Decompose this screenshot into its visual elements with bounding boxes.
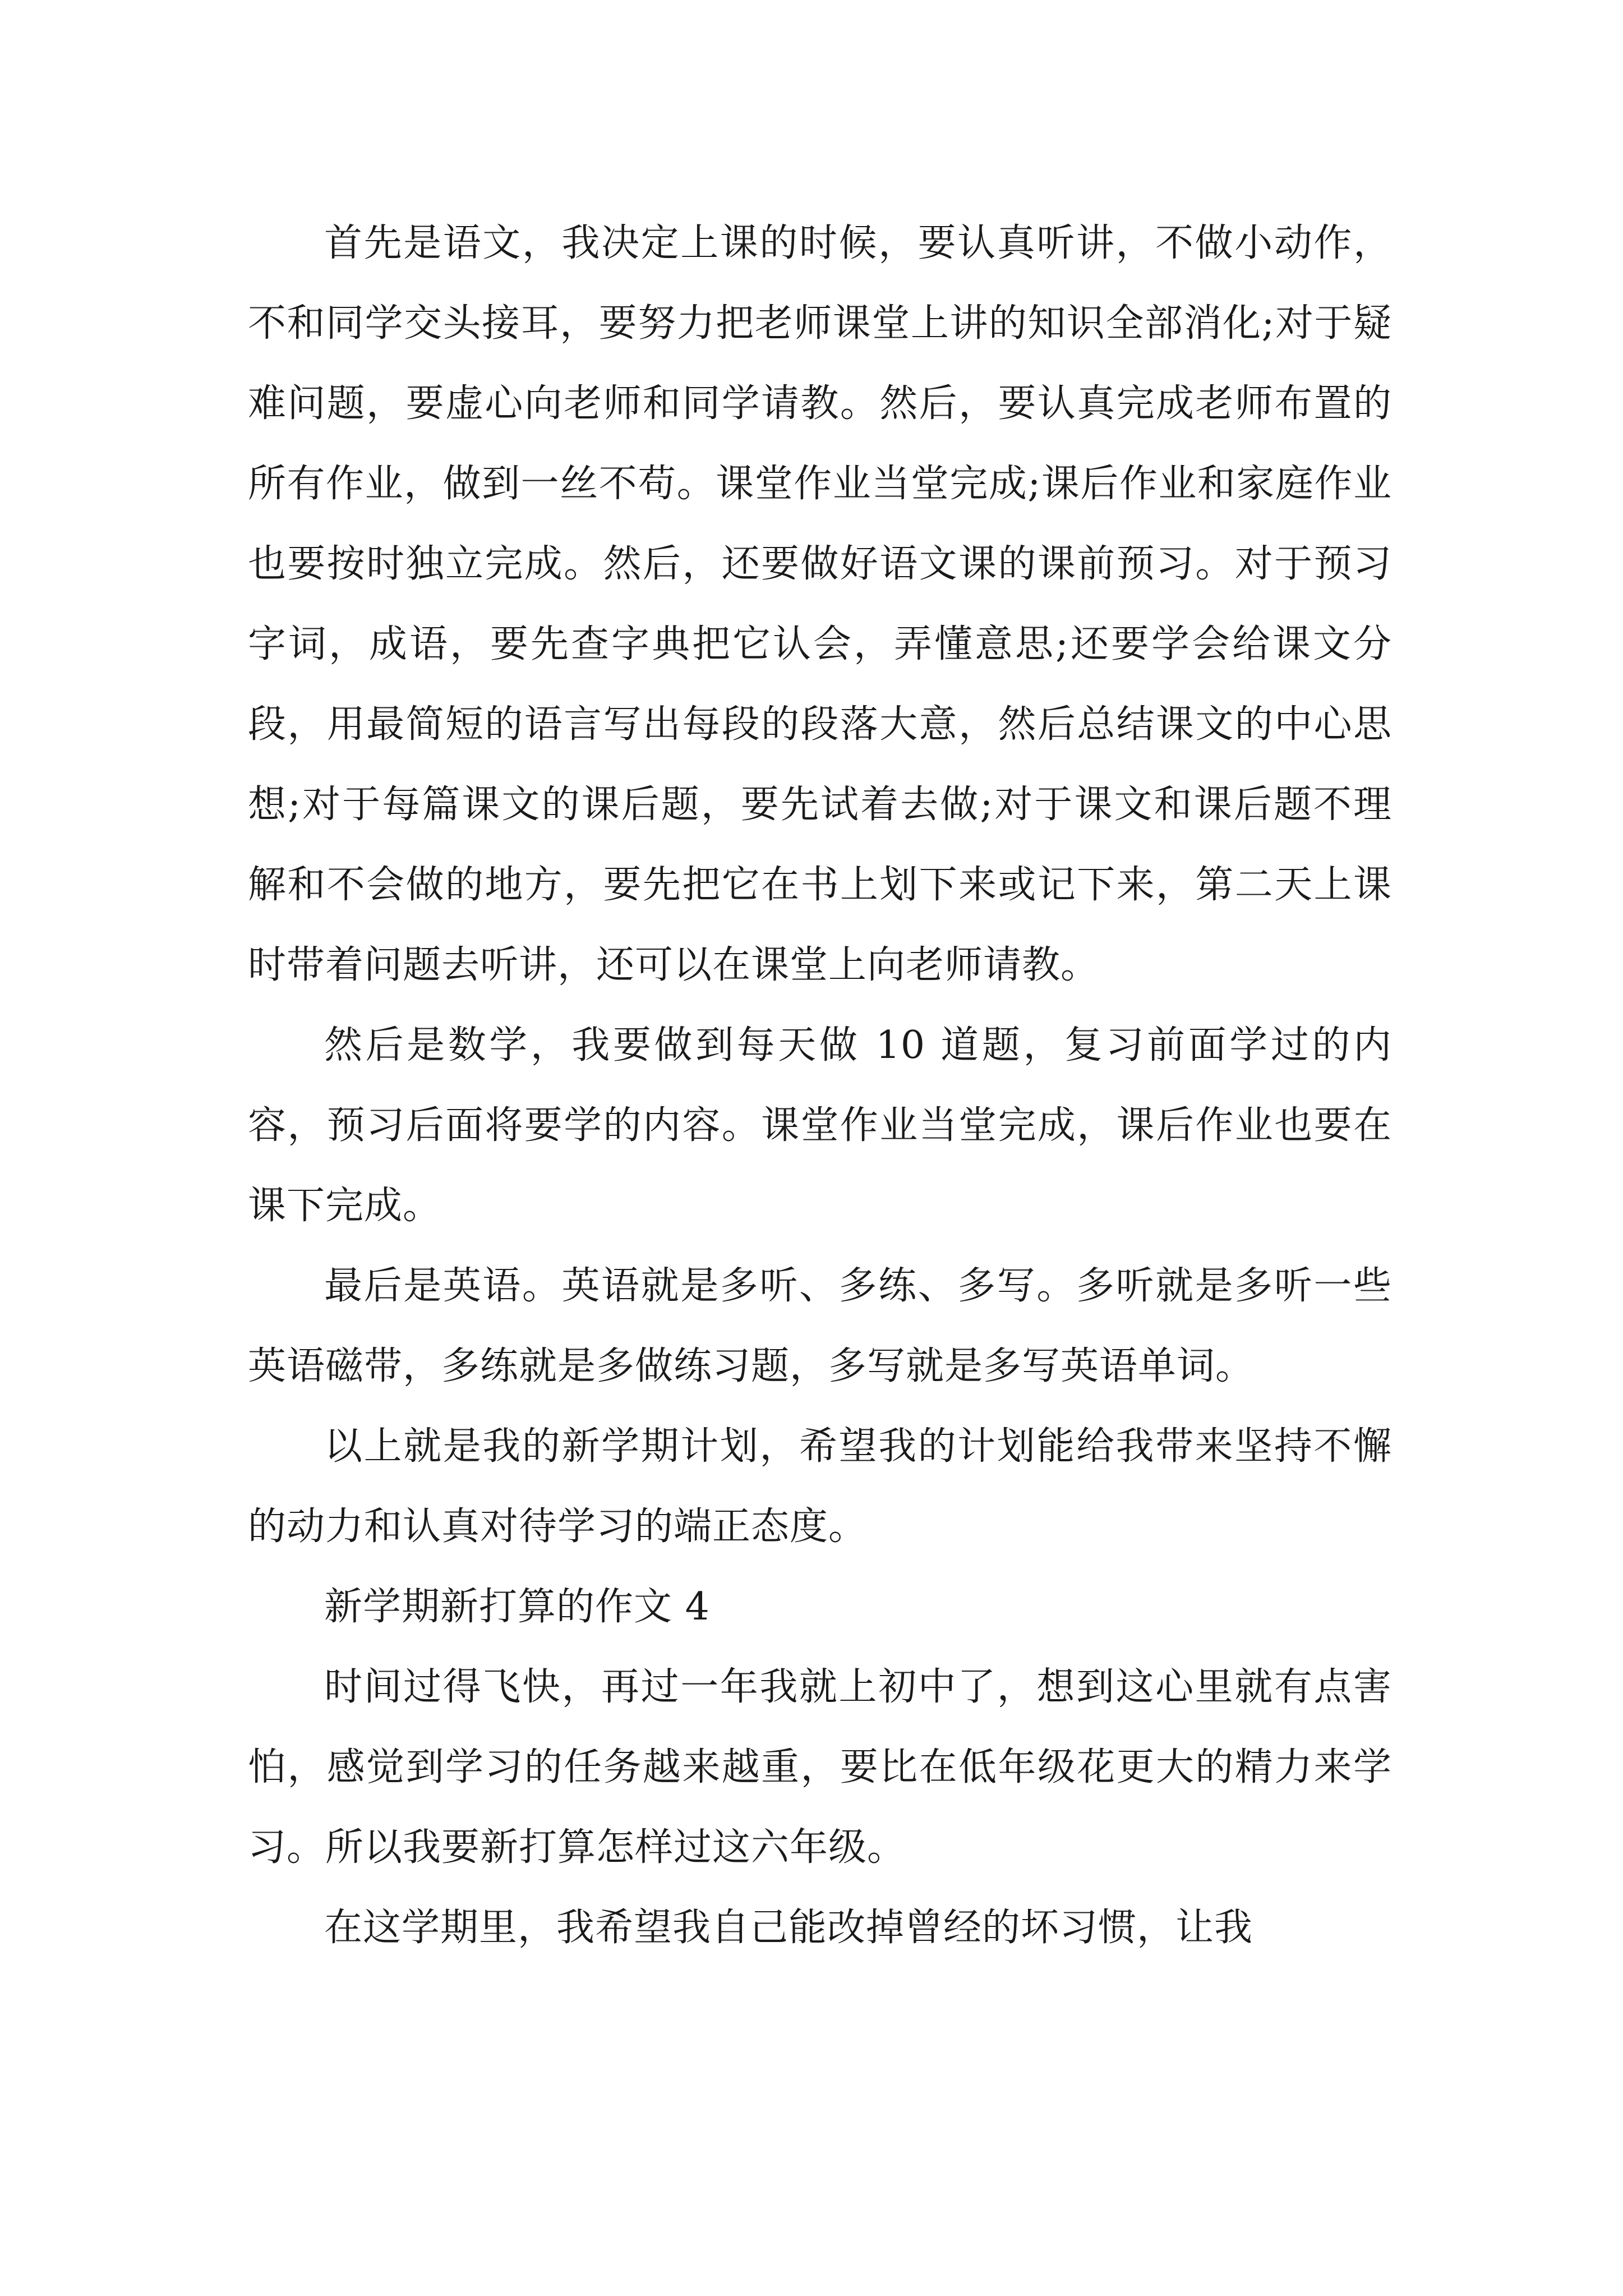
paragraph-essay4-continued: 在这学期里，我希望我自己能改掉曾经的坏习惯，让我	[324, 1906, 1253, 1950]
paragraph-chinese-plan: 首先是语文，我决定上课的时候，要认真听讲，不做小动作，不和同学交头接耳，要努力把老师课堂上讲的知识全部消化;对于疑难问题，要虚心向老师和同学请教。然后，要认真完成老师布置的所有作业，做到一丝不苟。课堂作业当堂完成;课后作业和家庭作业也要按时独立完成。然后，还要做好语文课的课前预习。对于预习字词，成语，要先查字典把它认会，弄懂意思;还要学会给课文分段，用最简短的语言写出每段的段落大意，然后总结课文的中心思想;对于每篇课文的课后题，要先试着去做;对于课文和课后题不理解和不会做的地方，要先把它在书上划下来或记下来，第二天上课时带着问题去听讲，还可以在课堂上向老师请教。	[248, 221, 1392, 987]
essay-heading: 新学期新打算的作文 4	[324, 1585, 710, 1629]
paragraph-english-plan: 最后是英语。英语就是多听、多练、多写。多听就是多听一些英语磁带，多练就是多做练习题，多写就是多写英语单词。	[248, 1264, 1392, 1388]
paragraph-essay4-intro: 时间过得飞快，再过一年我就上初中了，想到这心里就有点害怕，感觉到学习的任务越来越重，要比在低年级花更大的精力来学习。所以我要新打算怎样过这六年级。	[248, 1665, 1392, 1870]
document-body	[248, 203, 1392, 1968]
paragraph-conclusion: 以上就是我的新学期计划，希望我的计划能给我带来坚持不懈的动力和认真对待学习的端正态度。	[248, 1424, 1392, 1549]
paragraph-math-plan: 然后是数学，我要做到每天做 10 道题，复习前面学过的内容，预习后面将要学的内容。课堂作业当堂完成，课后作业也要在课下完成。	[248, 1023, 1392, 1228]
